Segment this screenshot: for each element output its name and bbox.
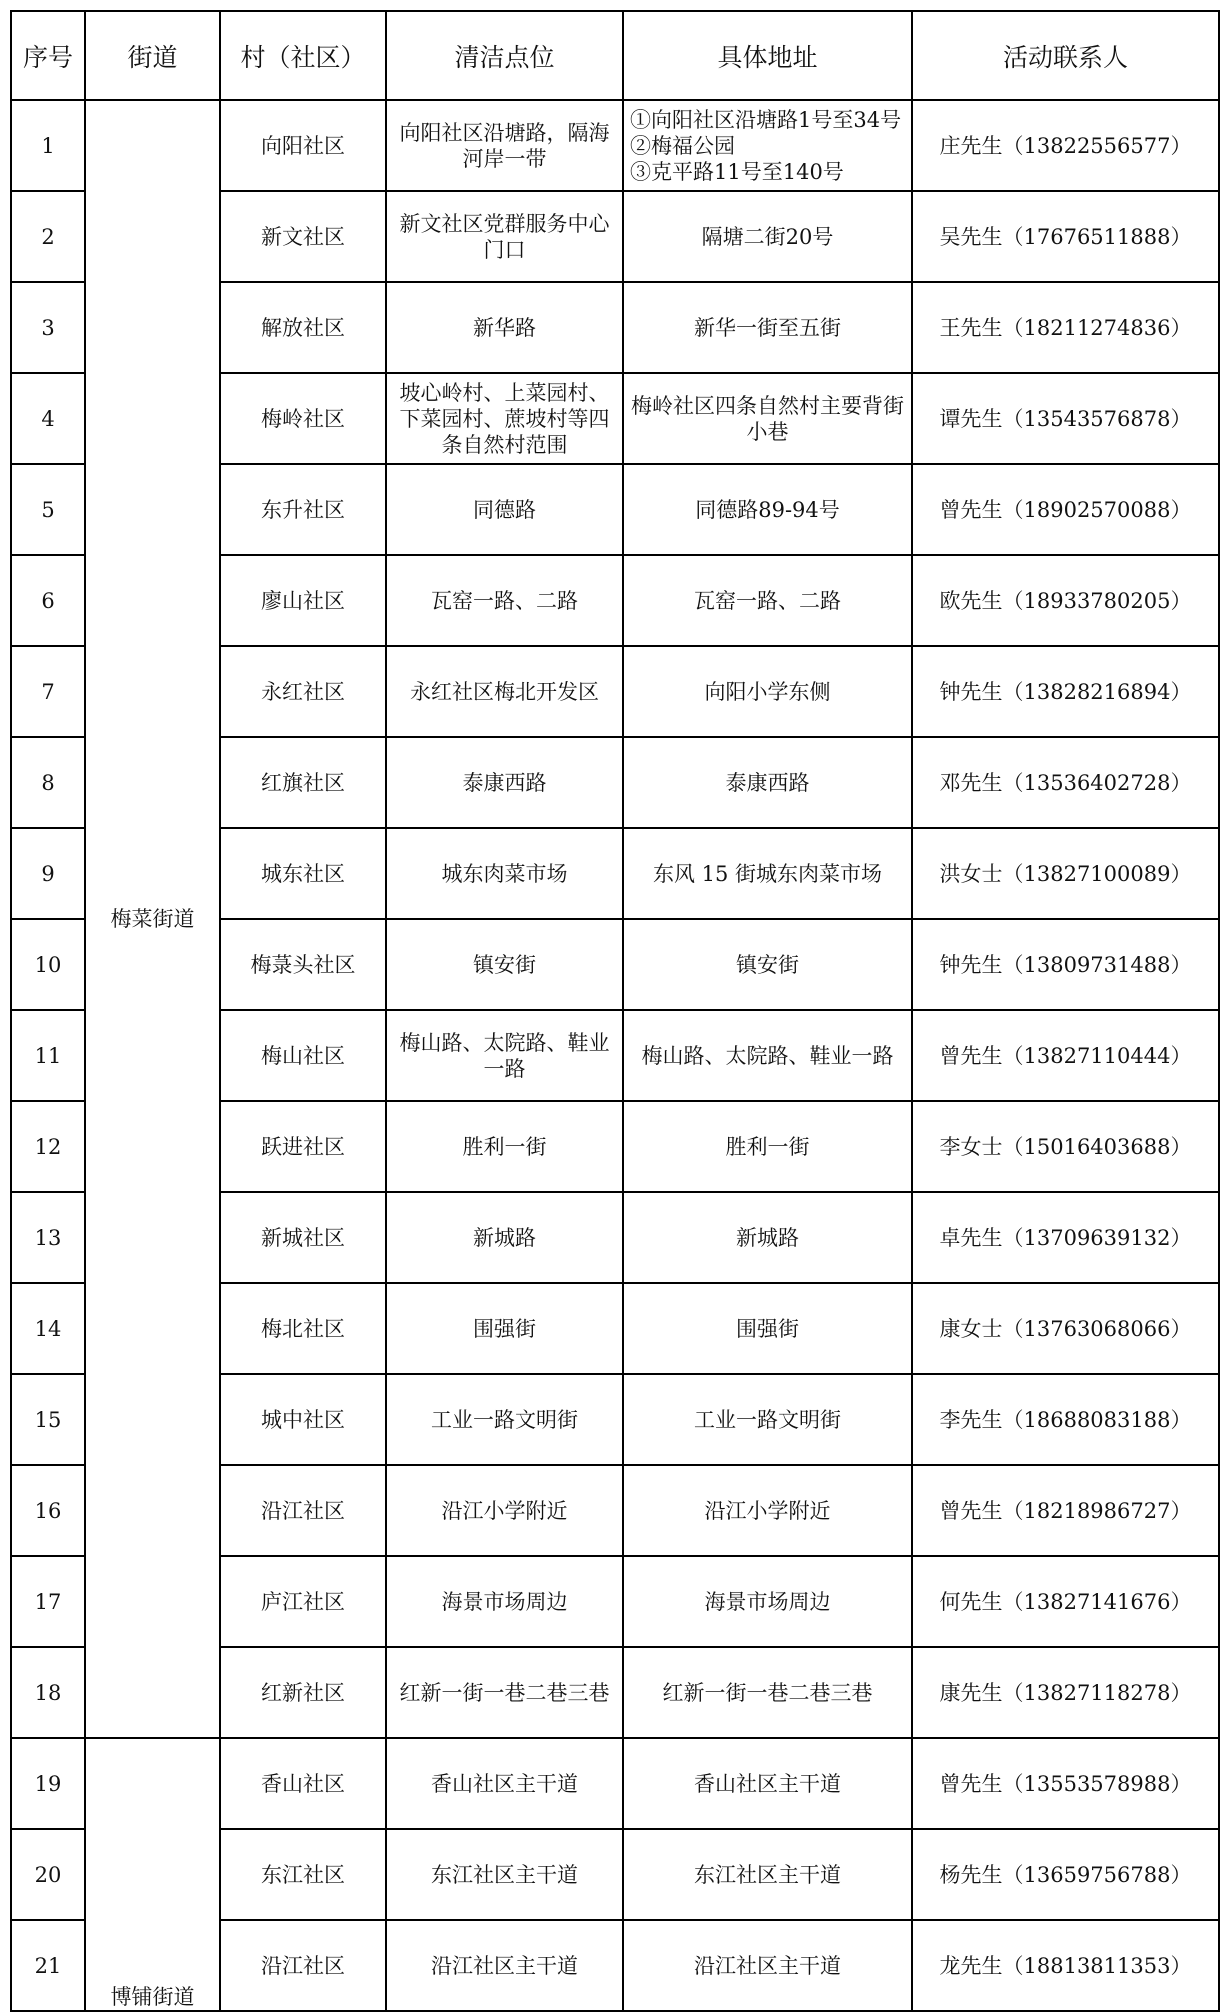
row-address: 胜利一街 — [623, 1101, 912, 1192]
row-address: 东风 15 街城东肉菜市场 — [623, 828, 912, 919]
row-clean-point: 新文社区党群服务中心门口 — [386, 191, 623, 282]
row-index: 19 — [11, 1738, 85, 1829]
row-community: 跃进社区 — [220, 1101, 386, 1192]
row-contact: 卓先生（13709639132） — [912, 1192, 1219, 1283]
street-cell-second: 博铺街道 — [85, 1738, 220, 2011]
cleanup-schedule-table — [10, 10, 1220, 2012]
row-community: 新文社区 — [220, 191, 386, 282]
row-address: 向阳小学东侧 — [623, 646, 912, 737]
row-address: 东江社区主干道 — [623, 1829, 912, 1920]
row-contact: 庄先生（13822556577） — [912, 100, 1219, 191]
row-contact: 谭先生（13543576878） — [912, 373, 1219, 464]
row-community: 梅北社区 — [220, 1283, 386, 1374]
row-contact: 曾先生（13553578988） — [912, 1738, 1219, 1829]
row-contact: 康先生（13827118278） — [912, 1647, 1219, 1738]
row-clean-point: 瓦窑一路、二路 — [386, 555, 623, 646]
row-address: 工业一路文明街 — [623, 1374, 912, 1465]
row-index: 14 — [11, 1283, 85, 1374]
row-community: 红新社区 — [220, 1647, 386, 1738]
row-address: 新华一街至五街 — [623, 282, 912, 373]
row-contact: 李女士（15016403688） — [912, 1101, 1219, 1192]
row-address: 梅岭社区四条自然村主要背街小巷 — [623, 373, 912, 464]
row-clean-point: 沿江社区主干道 — [386, 1920, 623, 2011]
row-community: 梅菉头社区 — [220, 919, 386, 1010]
row-index: 8 — [11, 737, 85, 828]
row-clean-point: 坡心岭村、上菜园村、下菜园村、蔗坡村等四条自然村范围 — [386, 373, 623, 464]
row-community: 红旗社区 — [220, 737, 386, 828]
row-index: 20 — [11, 1829, 85, 1920]
header-clean-point: 清洁点位 — [386, 11, 623, 100]
row-clean-point: 城东肉菜市场 — [386, 828, 623, 919]
row-index: 6 — [11, 555, 85, 646]
row-clean-point: 香山社区主干道 — [386, 1738, 623, 1829]
row-contact: 龙先生（18813811353） — [912, 1920, 1219, 2011]
row-contact: 王先生（18211274836） — [912, 282, 1219, 373]
header-row — [11, 11, 1219, 100]
row-community: 城东社区 — [220, 828, 386, 919]
row-clean-point: 镇安街 — [386, 919, 623, 1010]
header-street: 街道 — [85, 11, 220, 100]
row-address: 隔塘二街20号 — [623, 191, 912, 282]
row-clean-point: 沿江小学附近 — [386, 1465, 623, 1556]
row-address: 香山社区主干道 — [623, 1738, 912, 1829]
row-index: 16 — [11, 1465, 85, 1556]
row-address: 围强街 — [623, 1283, 912, 1374]
header-contact: 活动联系人 — [912, 11, 1219, 100]
row-clean-point: 同德路 — [386, 464, 623, 555]
row-index: 5 — [11, 464, 85, 555]
table-row — [11, 100, 1219, 191]
row-address: 沿江社区主干道 — [623, 1920, 912, 2011]
row-contact: 邓先生（13536402728） — [912, 737, 1219, 828]
row-address: 沿江小学附近 — [623, 1465, 912, 1556]
table-row — [11, 1738, 1219, 1829]
row-community: 香山社区 — [220, 1738, 386, 1829]
row-index: 17 — [11, 1556, 85, 1647]
row-index: 15 — [11, 1374, 85, 1465]
row-index: 7 — [11, 646, 85, 737]
header-community: 村（社区） — [220, 11, 386, 100]
row-community: 梅山社区 — [220, 1010, 386, 1101]
row-clean-point: 海景市场周边 — [386, 1556, 623, 1647]
row-address: 红新一街一巷二巷三巷 — [623, 1647, 912, 1738]
row-contact: 洪女士（13827100089） — [912, 828, 1219, 919]
row-address: 同德路89-94号 — [623, 464, 912, 555]
header-address: 具体地址 — [623, 11, 912, 100]
table-body — [11, 100, 1219, 2011]
row-index: 4 — [11, 373, 85, 464]
row-address: 镇安街 — [623, 919, 912, 1010]
row-contact: 钟先生（13809731488） — [912, 919, 1219, 1010]
row-community: 永红社区 — [220, 646, 386, 737]
row-clean-point: 围强街 — [386, 1283, 623, 1374]
street-cell-meicai: 梅菜街道 — [85, 100, 220, 1738]
row-community: 沿江社区 — [220, 1465, 386, 1556]
row-contact: 钟先生（13828216894） — [912, 646, 1219, 737]
row-index: 12 — [11, 1101, 85, 1192]
row-community: 东升社区 — [220, 464, 386, 555]
row-contact: 吴先生（17676511888） — [912, 191, 1219, 282]
row-community: 向阳社区 — [220, 100, 386, 191]
row-address: 新城路 — [623, 1192, 912, 1283]
row-index: 10 — [11, 919, 85, 1010]
row-clean-point: 东江社区主干道 — [386, 1829, 623, 1920]
row-index: 1 — [11, 100, 85, 191]
row-clean-point: 工业一路文明街 — [386, 1374, 623, 1465]
row-community: 新城社区 — [220, 1192, 386, 1283]
row-contact: 杨先生（13659756788） — [912, 1829, 1219, 1920]
row-index: 9 — [11, 828, 85, 919]
row-index: 2 — [11, 191, 85, 282]
row-community: 廖山社区 — [220, 555, 386, 646]
row-contact: 曾先生（18902570088） — [912, 464, 1219, 555]
row-address: 梅山路、太院路、鞋业一路 — [623, 1010, 912, 1101]
row-clean-point: 胜利一街 — [386, 1101, 623, 1192]
row-clean-point: 永红社区梅北开发区 — [386, 646, 623, 737]
row-contact: 何先生（13827141676） — [912, 1556, 1219, 1647]
row-clean-point: 新城路 — [386, 1192, 623, 1283]
row-index: 18 — [11, 1647, 85, 1738]
row-contact: 欧先生（18933780205） — [912, 555, 1219, 646]
row-clean-point: 梅山路、太院路、鞋业一路 — [386, 1010, 623, 1101]
row-clean-point: 新华路 — [386, 282, 623, 373]
row-index: 3 — [11, 282, 85, 373]
row-clean-point: 向阳社区沿塘路，隔海河岸一带 — [386, 100, 623, 191]
row-index: 11 — [11, 1010, 85, 1101]
row-index: 13 — [11, 1192, 85, 1283]
row-contact: 曾先生（18218986727） — [912, 1465, 1219, 1556]
row-community: 梅岭社区 — [220, 373, 386, 464]
row-community: 城中社区 — [220, 1374, 386, 1465]
row-clean-point: 泰康西路 — [386, 737, 623, 828]
row-address: 泰康西路 — [623, 737, 912, 828]
row-community: 沿江社区 — [220, 1920, 386, 2011]
row-contact: 曾先生（13827110444） — [912, 1010, 1219, 1101]
row-community: 解放社区 — [220, 282, 386, 373]
row-contact: 李先生（18688083188） — [912, 1374, 1219, 1465]
header-index: 序号 — [11, 11, 85, 100]
row-address: ①向阳社区沿塘路1号至34号 ②梅福公园 ③克平路11号至140号 — [623, 100, 912, 191]
row-address: 瓦窑一路、二路 — [623, 555, 912, 646]
row-index: 21 — [11, 1920, 85, 2011]
row-community: 东江社区 — [220, 1829, 386, 1920]
row-contact: 康女士（13763068066） — [912, 1283, 1219, 1374]
row-community: 庐江社区 — [220, 1556, 386, 1647]
row-address: 海景市场周边 — [623, 1556, 912, 1647]
row-clean-point: 红新一街一巷二巷三巷 — [386, 1647, 623, 1738]
